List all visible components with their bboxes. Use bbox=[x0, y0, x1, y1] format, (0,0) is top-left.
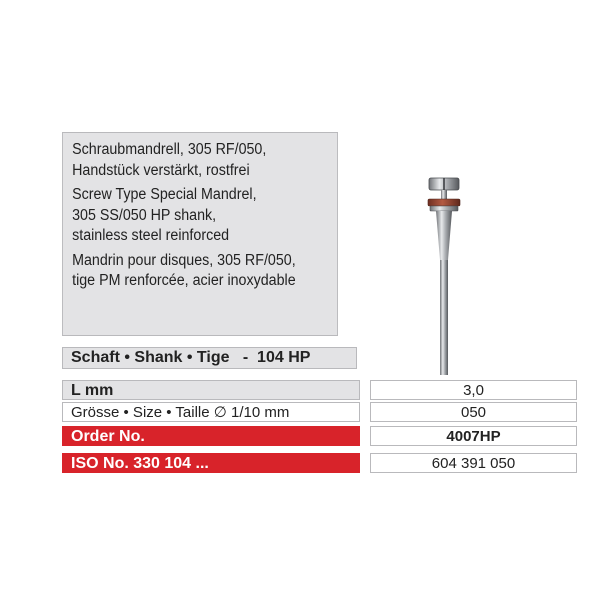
length-value: 3,0 bbox=[370, 380, 577, 400]
size-label: Grösse • Size • Taille ∅ 1/10 mm bbox=[62, 402, 360, 422]
polishing-disc bbox=[428, 199, 460, 206]
description-line: tige PM renforcée, acier inoxydable bbox=[72, 272, 296, 289]
description-french bbox=[72, 251, 330, 292]
mandrel-shank bbox=[440, 260, 448, 375]
iso-number-value: 604 391 050 bbox=[370, 453, 577, 473]
shank-type-label: Schaft • Shank • Tige - 104 HP bbox=[62, 347, 357, 369]
iso-label: ISO No. 330 104 ... bbox=[62, 453, 360, 473]
description-line: Mandrin pour disques, 305 RF/050, bbox=[72, 251, 296, 269]
screw-head bbox=[429, 178, 459, 190]
screw-mandrel-illustration bbox=[420, 170, 470, 380]
description-line: Handstück verstärkt, rostfrei bbox=[72, 161, 250, 179]
product-description bbox=[62, 132, 338, 336]
description-line: stainless steel reinforced bbox=[72, 227, 230, 244]
mandrel-collar bbox=[430, 206, 458, 211]
order-label: Order No. bbox=[62, 426, 360, 446]
description-line: Screw Type Special Mandrel, bbox=[72, 186, 257, 203]
mandrel-taper bbox=[436, 211, 452, 260]
description-german bbox=[72, 140, 330, 181]
order-number-value: 4007HP bbox=[370, 426, 577, 446]
screw-neck bbox=[441, 190, 447, 199]
description-english bbox=[72, 185, 330, 247]
description-line: Schraubmandrell, 305 RF/050, bbox=[72, 141, 267, 158]
description-line: 305 SS/050 HP shank, bbox=[72, 206, 217, 224]
length-label: L mm bbox=[62, 380, 360, 400]
size-value: 050 bbox=[370, 402, 577, 422]
